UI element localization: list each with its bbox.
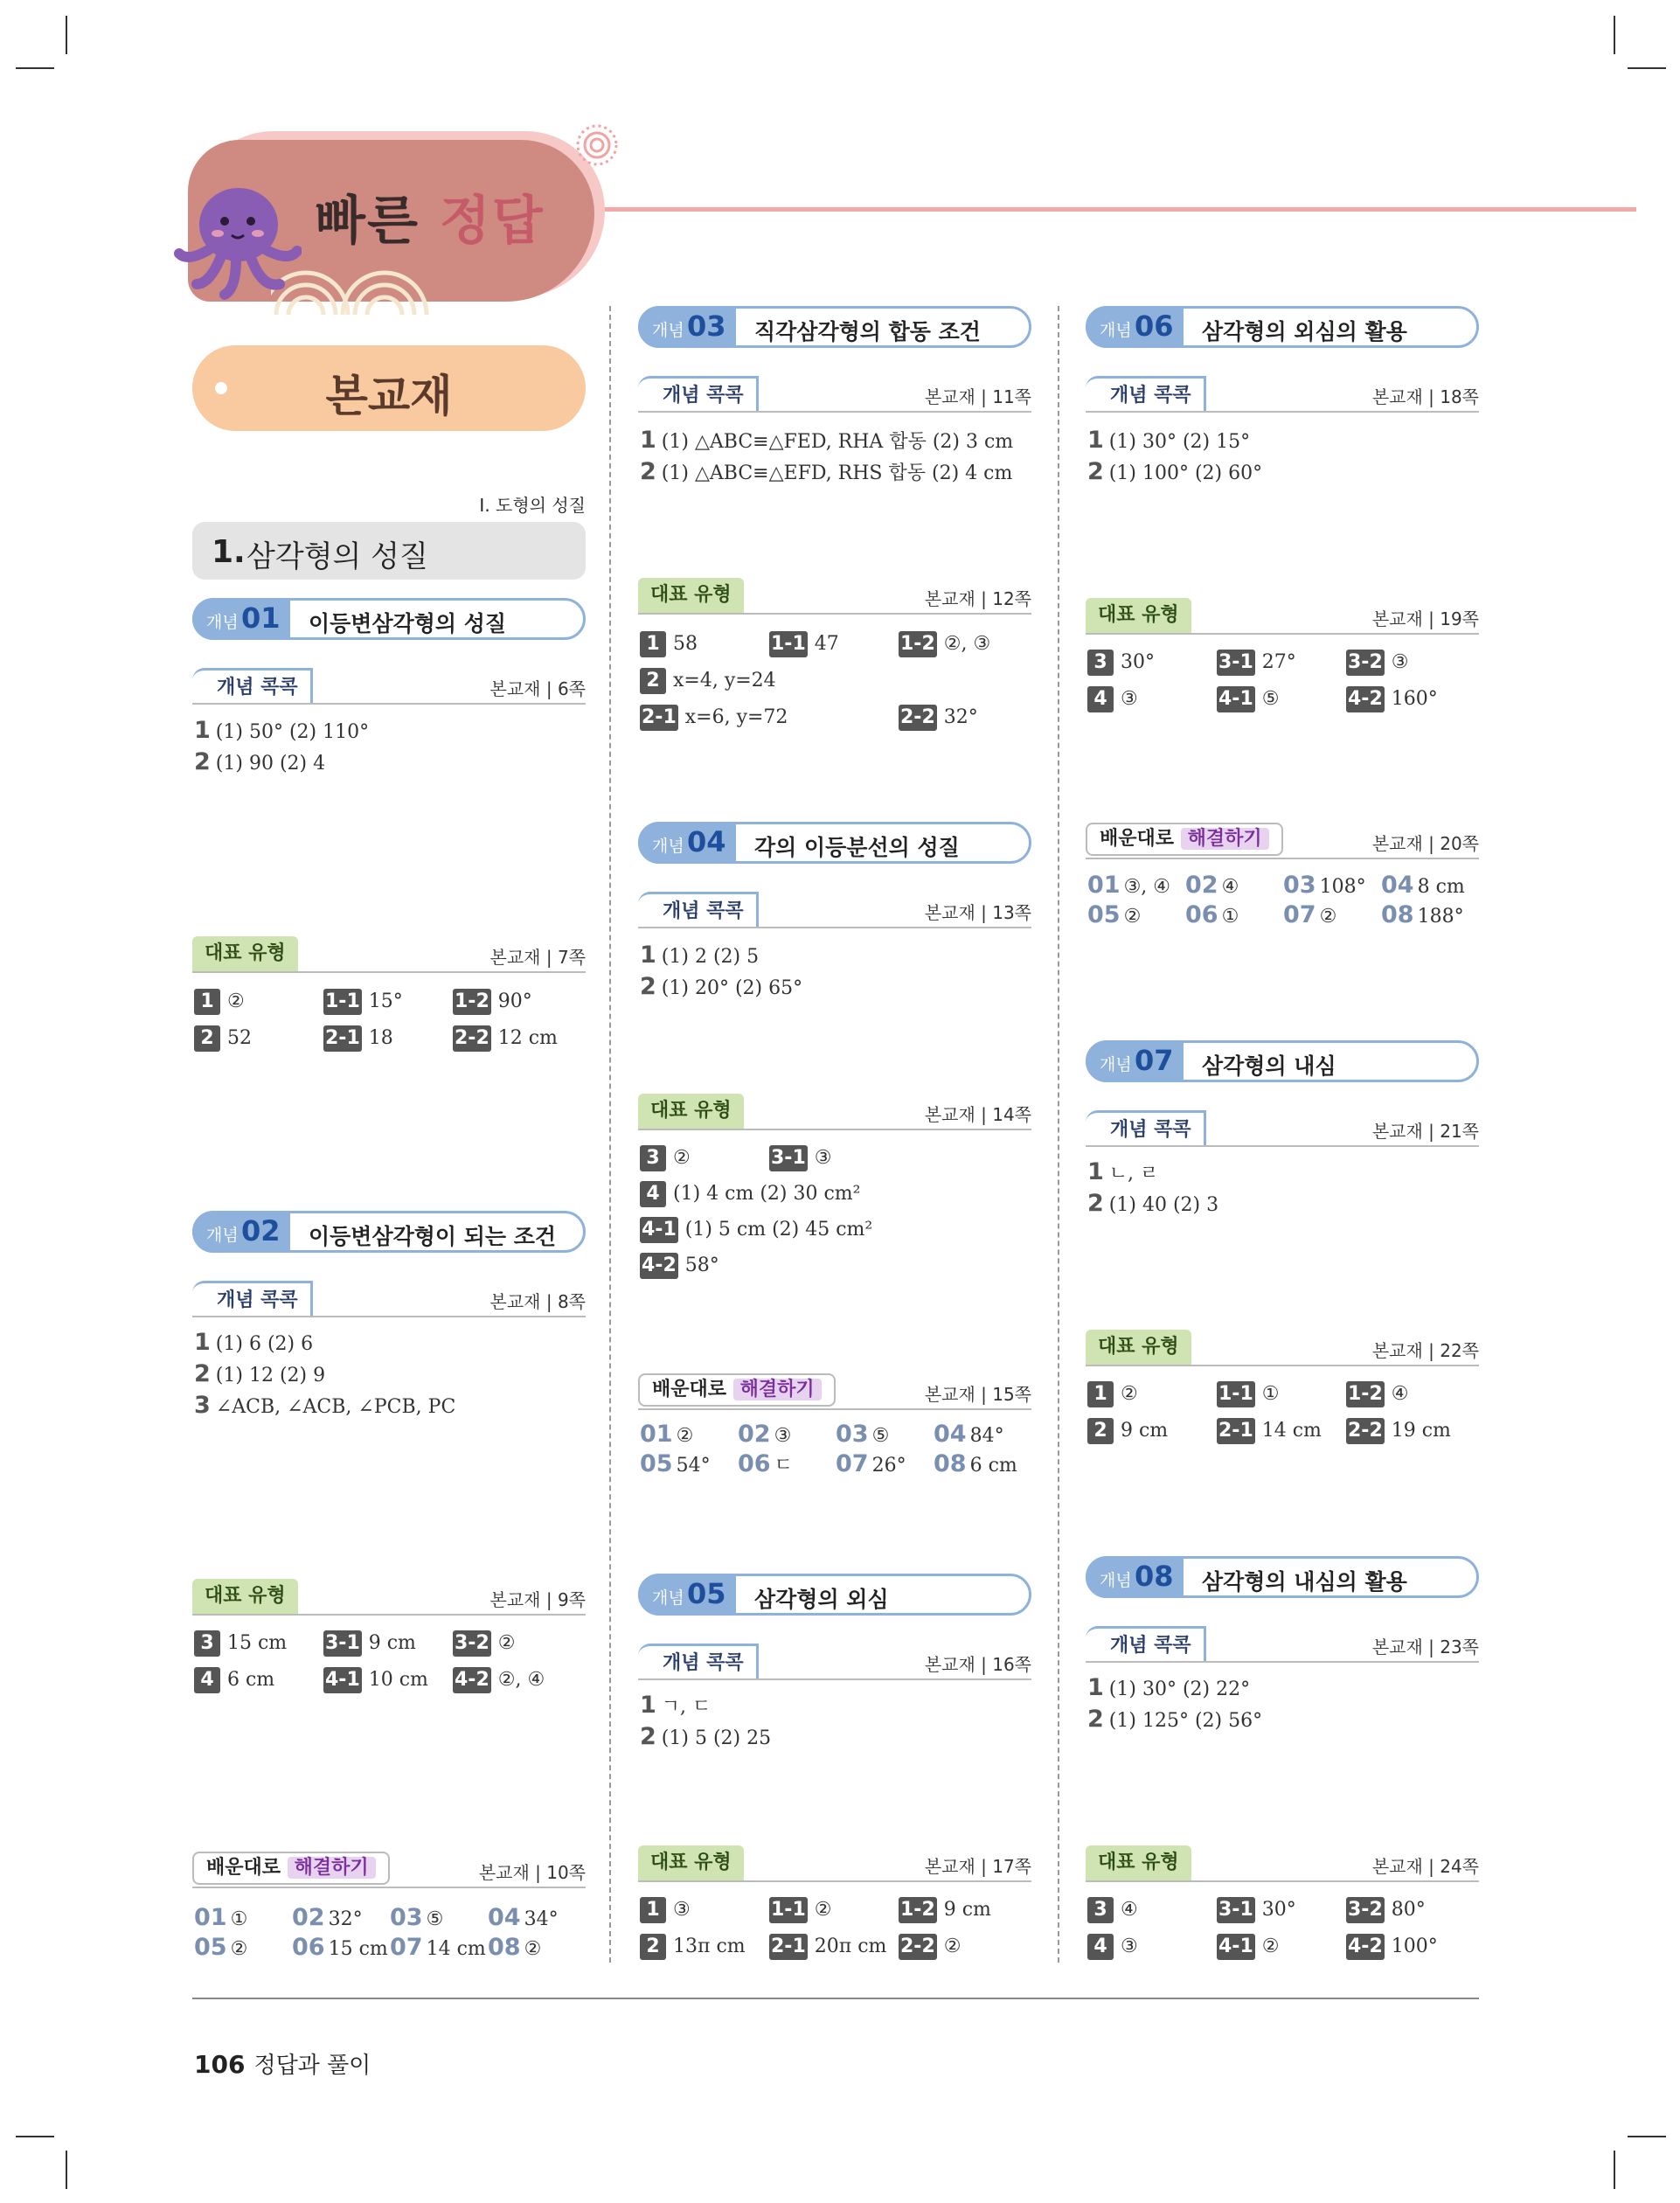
concept-check-section: 개념 콕콕 본교재 | 21쪽 [1086,1105,1479,1147]
answer-item: 4-2 58° [640,1253,719,1279]
concept-title: 직각삼각형의 합동 조건 [754,319,981,344]
answer-item: 07 ② [1283,901,1337,928]
answer-item: 1-2 9 cm [899,1897,991,1923]
answer-item: 04 84° [934,1421,1004,1448]
answer-item: 3-1 27° [1217,650,1296,676]
answer-item: 06 15 cm [292,1934,388,1961]
answer-item: 2 x=4, y=24 [640,668,776,694]
footer-rule [192,1998,1479,1999]
answer-item: 4-1 10 cm [323,1667,428,1693]
typical-problem-section: 대표 유형 본교재 | 19쪽 [1086,593,1479,635]
book-section-label [192,345,586,431]
concept-title: 삼각형의 외심의 활용 [1202,319,1407,344]
crop-mark [16,2136,54,2137]
answer-item: 2-2 32° [899,705,978,731]
chapter-number: 1. [212,534,246,570]
answer-item: 03 ⑤ [836,1421,890,1448]
answer-item: 03 ⑤ [390,1904,444,1931]
octopus-mascot-icon [170,179,302,302]
sun-decoration-icon [573,121,621,170]
chapter-caption: I. 도형의 성질 [479,495,586,516]
answer-line: 1 ㄴ, ㄹ [1087,1158,1159,1185]
answer-item: 3 15 cm [194,1630,287,1657]
answer-item: 3-2 ③ [1346,650,1408,676]
answer-item: 2-1 18 [323,1025,393,1052]
concept-05-header: 개념 05 삼각형의 외심 [638,1574,1031,1616]
answer-item: 4 ③ [1087,1934,1138,1960]
answer-item: 3-2 80° [1346,1897,1426,1923]
answer-item: 02 ③ [738,1421,792,1448]
answer-item: 1-2 ④ [1346,1381,1408,1407]
answer-item: 1-1 ① [1217,1381,1279,1407]
answer-line: 2 (1) 125° (2) 56° [1087,1706,1263,1733]
answer-line: 1 (1) 6 (2) 6 [194,1329,314,1356]
answer-line: 2 (1) 40 (2) 3 [1087,1190,1219,1217]
answer-item: 3-2 ② [453,1630,515,1657]
crop-mark [1628,67,1666,69]
answer-item: 05 ② [1087,901,1142,928]
concept-check-section: 개념 콕콕 본교재 | 23쪽 [1086,1621,1479,1663]
answer-item: 2-1 20π cm [769,1934,886,1960]
answer-item: 2 13π cm [640,1934,746,1960]
answer-item: 01 ② [640,1421,694,1448]
concept-check-section: 개념 콕콕 본교재 | 18쪽 [1086,371,1479,413]
concept-title: 삼각형의 내심의 활용 [1202,1569,1407,1595]
answer-item: 2 52 [194,1025,252,1052]
concept-check-section: 개념 콕콕 본교재 | 16쪽 [638,1638,1031,1680]
answer-item: 1 ② [1087,1381,1138,1407]
answer-item: 2-2 19 cm [1346,1418,1451,1444]
concept-check-section: 개념 콕콕 본교재 | 13쪽 [638,886,1031,928]
concept-title: 삼각형의 내심 [1202,1053,1336,1079]
book-label-text: 본교재 [325,371,453,421]
answer-item: 1-2 90° [453,989,532,1015]
answer-item: 01 ① [194,1904,248,1931]
column-divider [1058,306,1059,1963]
answer-item: 2-1 x=6, y=72 [640,705,788,731]
answer-item: 3 ④ [1087,1897,1138,1923]
answer-item: 05 54° [640,1450,711,1477]
answer-item: 4 6 cm [194,1667,274,1693]
answer-item: 4-2 160° [1346,686,1438,712]
answer-item: 1-1 ② [769,1897,831,1923]
crop-mark [1614,16,1615,54]
answer-item: 1-1 47 [769,631,839,657]
answer-line: 1 (1) 30° (2) 22° [1087,1674,1251,1701]
answer-item: 02 ④ [1185,872,1239,899]
concept-06-header: 개념 06 삼각형의 외심의 활용 [1086,306,1479,348]
answer-line: 2 (1) △ABC≡△EFD, RHS 합동 (2) 4 cm [640,458,1013,485]
chapter-title: 삼각형의 성질 [246,539,428,574]
typical-problem-section: 대표 유형 본교재 | 24쪽 [1086,1840,1479,1882]
crop-mark [66,2151,67,2189]
hero-rule [594,207,1636,212]
answer-line: 2 (1) 90 (2) 4 [194,748,326,775]
answer-line: 1 (1) △ABC≡△FED, RHA 합동 (2) 3 cm [640,427,1014,454]
answer-item: 2-2 ② [899,1934,961,1960]
answer-item: 2-2 12 cm [453,1025,558,1052]
crop-mark [1628,2136,1666,2137]
answer-line: 1 (1) 50° (2) 110° [194,717,370,744]
answer-line: 2 (1) 100° (2) 60° [1087,458,1263,485]
answer-item: 1-2 ②, ③ [899,631,990,657]
typical-problem-section: 대표 유형 본교재 | 12쪽 [638,573,1031,615]
answer-item: 3-1 30° [1217,1897,1296,1923]
answer-item: 1 58 [640,631,698,657]
answer-item: 05 ② [194,1934,248,1961]
answer-item: 4-1 ② [1217,1934,1279,1960]
page-title: 빠른 정답 [315,191,545,252]
concept-08-header: 개념 08 삼각형의 내심의 활용 [1086,1556,1479,1598]
answer-item: 4 ③ [1087,686,1138,712]
crop-mark [16,67,54,69]
concept-check-section: 개념 콕콕 본교재 | 8쪽 [192,1275,586,1317]
answer-item: 01 ③, ④ [1087,872,1171,899]
answer-item: 4 (1) 4 cm (2) 30 cm² [640,1181,860,1207]
answer-item: 04 8 cm [1381,872,1465,899]
answer-line: 3 ∠ACB, ∠ACB, ∠PCB, PC [194,1392,456,1419]
answer-item: 4-2 100° [1346,1934,1438,1960]
concept-check-section: 개념 콕콕 본교재 | 11쪽 [638,371,1031,413]
answer-item: 3 30° [1087,650,1155,676]
answer-item: 3 ② [640,1145,691,1171]
answer-item: 07 26° [836,1450,906,1477]
answer-item: 02 32° [292,1904,363,1931]
answer-item: 2-1 14 cm [1217,1418,1322,1444]
answer-item: 07 14 cm [390,1934,486,1961]
crop-mark [66,16,67,54]
typical-problem-section: 대표 유형 본교재 | 22쪽 [1086,1324,1479,1366]
answer-item: 06 ① [1185,901,1239,928]
answer-line: 1 (1) 2 (2) 5 [640,942,760,969]
column-divider [609,306,611,1963]
answer-line: 1 (1) 30° (2) 15° [1087,427,1251,454]
answer-item: 4-1 ⑤ [1217,686,1279,712]
answer-line: 2 (1) 20° (2) 65° [640,973,803,1000]
concept-03-header: 개념 03 직각삼각형의 합동 조건 [638,306,1031,348]
answer-item: 04 34° [488,1904,559,1931]
answer-item: 3-1 9 cm [323,1630,416,1657]
concept-check-section: 개념 콕콕 본교재 | 6쪽 [192,663,586,705]
typical-problem-section: 대표 유형 본교재 | 9쪽 [192,1574,586,1616]
answer-item: 4-1 (1) 5 cm (2) 45 cm² [640,1217,872,1243]
page-footer [194,2047,371,2080]
answer-item: 3-1 ③ [769,1145,831,1171]
typical-problem-section: 대표 유형 본교재 | 7쪽 [192,931,586,973]
concept-04-header: 개념 04 각의 이등분선의 성질 [638,822,1031,864]
review-section: 배운대로 해결하기 본교재 | 15쪽 [638,1368,1031,1410]
concept-title: 삼각형의 외심 [754,1587,889,1612]
answer-line: 2 (1) 5 (2) 25 [640,1723,772,1750]
answer-item: 03 108° [1283,872,1366,899]
review-section: 배운대로 해결하기 본교재 | 20쪽 [1086,817,1479,859]
answer-item: 08 188° [1381,901,1464,928]
answer-item: 2 9 cm [1087,1418,1168,1444]
crop-mark [1614,2151,1615,2189]
page-number: 106 [194,2050,246,2079]
answer-item: 1 ③ [640,1897,691,1923]
footer-text: 정답과 풀이 [253,2053,371,2079]
concept-02-header: 개념 02 이등변삼각형이 되는 조건 [192,1211,586,1253]
answer-item: 06 ㄷ [738,1450,793,1477]
answer-line: 2 (1) 12 (2) 9 [194,1360,326,1387]
answer-item: 1 ② [194,989,245,1015]
concept-title: 각의 이등분선의 성질 [754,835,960,860]
chapter-heading [192,522,586,580]
concept-07-header: 개념 07 삼각형의 내심 [1086,1040,1479,1082]
answer-item: 4-2 ②, ④ [453,1667,545,1693]
answer-item: 08 ② [488,1934,542,1961]
typical-problem-section: 대표 유형 본교재 | 17쪽 [638,1840,1031,1882]
answer-item: 1-1 15° [323,989,403,1015]
answer-line: 1 ㄱ, ㄷ [640,1692,712,1719]
typical-problem-section: 대표 유형 본교재 | 14쪽 [638,1088,1031,1130]
concept-title: 이등변삼각형이 되는 조건 [309,1224,557,1249]
concept-title: 이등변삼각형의 성질 [309,611,507,636]
answer-item: 08 6 cm [934,1450,1017,1477]
review-section: 배운대로 해결하기 본교재 | 10쪽 [192,1846,586,1888]
concept-01-header: 개념 01 이등변삼각형의 성질 [192,598,586,640]
